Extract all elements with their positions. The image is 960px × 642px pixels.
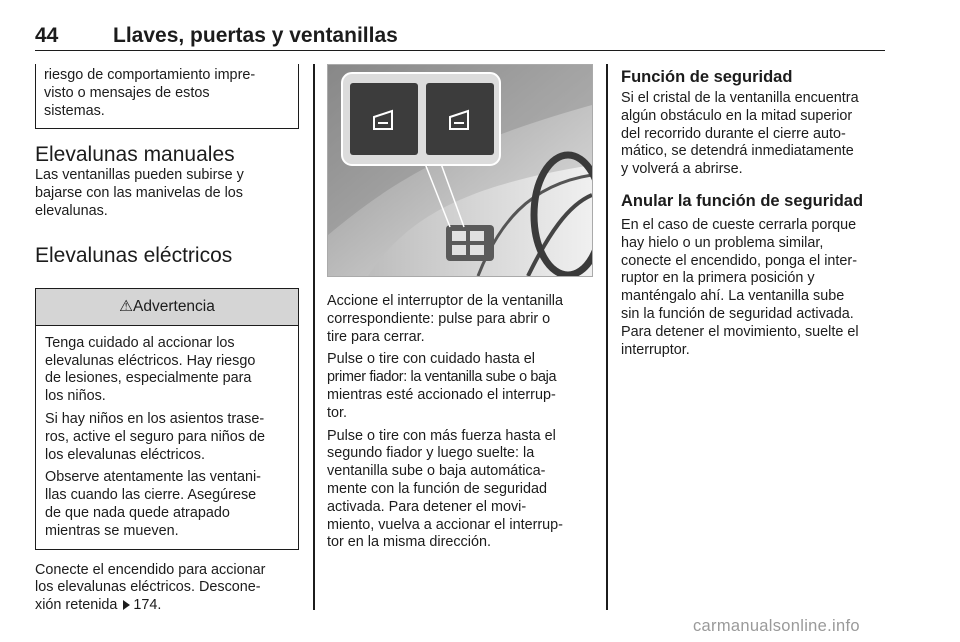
manual-windows-text: Las ventanillas pueden subirse y bajarse con las manivelas de los elevalunas. — [35, 167, 244, 219]
watermark: carmanualsonline.info — [693, 617, 860, 635]
first-detent-text: Pulse o tire con cuidado hasta el primer fiador: la ventanilla sube o baja mientras esté accionado el interrup- tor. — [327, 351, 557, 421]
warning-paragraph-3: Observe atentamente las ventani- llas cuando las cierre. Asegúrese de que nada quede atrapado mientras se mueven. — [45, 469, 261, 539]
page-reference-arrow-icon — [123, 600, 130, 610]
heading-manual-windows: Elevalunas manuales — [35, 143, 235, 167]
page-reference[interactable]: 174. — [133, 597, 162, 614]
warning-paragraph-1: Tenga cuidado al accionar los elevalunas eléctricos. Hay riesgo de lesiones, especialmente para los niños. — [45, 334, 256, 405]
warning-header — [36, 289, 298, 326]
window-switch-right-icon — [426, 83, 494, 155]
column-right — [621, 64, 887, 359]
column-left — [35, 64, 299, 615]
warning-icon: ⚠ — [119, 297, 134, 315]
heading-safety-function: Función de seguridad — [621, 68, 793, 86]
page-title: Llaves, puertas y ventanillas — [113, 24, 398, 47]
switch-operation-text: Accione el interruptor de la ventanilla correspondiente: pulse para abrir o tire para cerrar. — [327, 293, 563, 345]
heading-electric-windows: Elevalunas eléctricos — [35, 243, 233, 267]
page-number: 44 — [35, 24, 59, 47]
heading-override-safety: Anular la función de seguridad — [621, 191, 864, 210]
window-switch-illustration — [327, 64, 593, 277]
column-divider-left — [313, 64, 315, 610]
page-header — [35, 18, 885, 51]
column-middle — [327, 64, 593, 552]
warning-body — [36, 326, 298, 549]
warning-box — [35, 288, 299, 550]
note-box-continued — [35, 64, 299, 129]
safety-function-text: Si el cristal de la ventanilla encuentra algún obstáculo en la mitad superior del recorrido durante el cierre auto- mático, se detendrá inmediatamente y volverá a abrirse. — [621, 90, 859, 178]
warning-label: Advertencia — [133, 297, 215, 315]
column-divider-right — [606, 64, 608, 610]
switch-panel — [446, 225, 494, 261]
ignition-text: Conecte el encendido para accionar los elevalunas eléctricos. Descone- xión retenida 174. — [35, 561, 266, 614]
second-detent-text: Pulse o tire con más fuerza hasta el segundo fiador y luego suelte: la ventanilla sube o baja automática- mente con la función de seguridad activada. Para detener el movi- miento, vuelva a accionar el interrup- tor en la misma dirección. — [327, 427, 563, 551]
warning-paragraph-2: Si hay niños en los asientos trase- ros, active el seguro para niños de los elevalunas eléctricos. — [45, 410, 265, 463]
note-text: riesgo de comportamiento impre- visto o mensajes de estos sistemas. — [44, 67, 256, 119]
override-safety-text: En el caso de cueste cerrarla porque hay hielo o un problema similar, conecte el encendido, ponga el inter- ruptor en la primera posición y manténgalo ahí. La ventanilla sube sin la función de seguridad activada. Para detener el movimiento, suelte el interruptor. — [621, 216, 859, 358]
window-switch-left-icon — [350, 83, 418, 155]
